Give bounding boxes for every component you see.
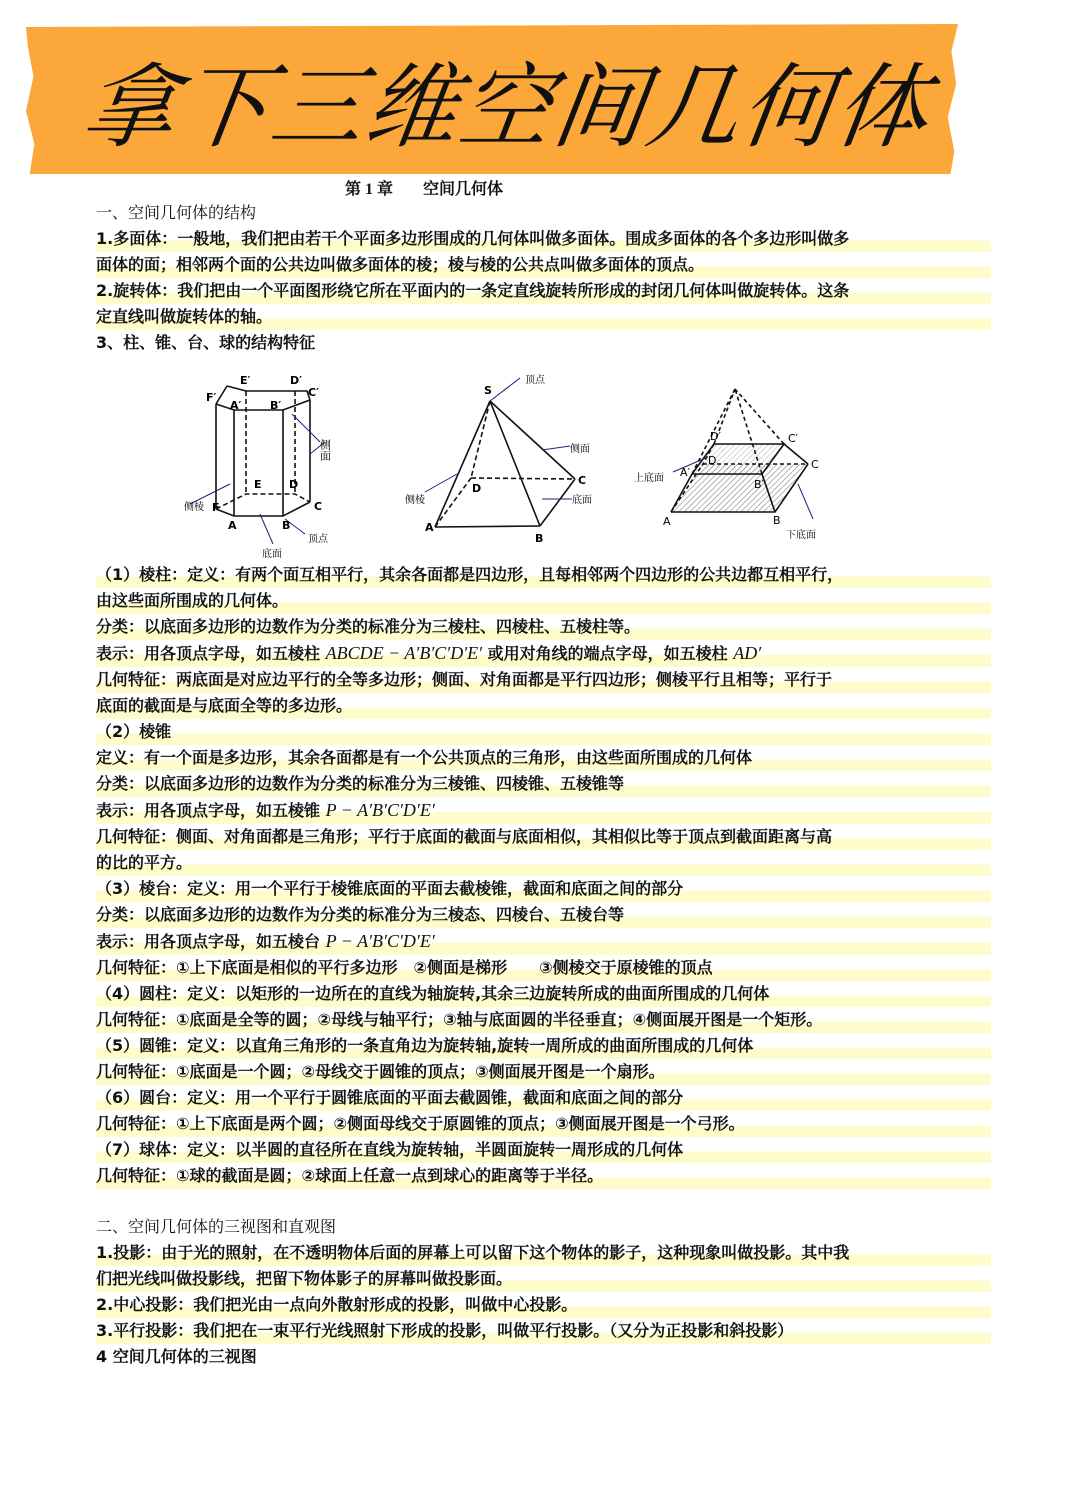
- chapter-number: 第 1 章: [345, 181, 394, 198]
- solid-of-revolution-line2: 定直线叫做旋转体的轴。: [96, 304, 991, 330]
- sphere-feature: 几何特征：①球的截面是圆；②球面上任意一点到球心的距离等于半径。: [96, 1163, 991, 1189]
- svg-text:D′: D′: [710, 430, 721, 443]
- svg-text:C′: C′: [788, 432, 799, 445]
- three-views-heading: 4 空间几何体的三视图: [96, 1347, 257, 1366]
- svg-text:F′: F′: [206, 391, 217, 404]
- sphere-def: （7）球体：定义：以半圆的直径所在直线为旋转轴，半圆面旋转一周形成的几何体: [96, 1137, 991, 1163]
- svg-text:侧棱: 侧棱: [405, 495, 425, 506]
- svg-text:A′: A′: [230, 399, 242, 412]
- prism-def-line1: （1）棱柱：定义：有两个面互相平行，其余各面都是四边形，且每相邻两个四边形的公共边都互相平行，: [96, 562, 991, 588]
- banner-char: 何: [734, 54, 844, 161]
- pyramid-formula: P − A′B′C′D′E′: [325, 800, 435, 820]
- svg-text:C: C: [578, 474, 587, 487]
- svg-text:侧面: 侧面: [570, 444, 590, 455]
- svg-text:顶点: 顶点: [525, 375, 545, 386]
- pyramid-classification: 分类：以底面多边形的边数作为分类的标准分为三棱锥、四棱锥、五棱锥等: [96, 771, 991, 797]
- section-heading: 一、空间几何体的结构: [96, 203, 257, 222]
- parallel-projection: 3.平行投影：我们把在一束平行光线照射下形成的投影，叫做平行投影。（又分为正投影和斜投影）: [96, 1318, 991, 1344]
- subsection-heading: 3、柱、锥、台、球的结构特征: [96, 333, 316, 352]
- svg-text:D: D: [708, 454, 717, 467]
- figures-row: [170, 364, 870, 564]
- frustum-feature: 几何特征：①上下底面是相似的平行多边形 ②侧面是梯形 ③侧棱交于原棱锥的顶点: [96, 955, 991, 981]
- banner-char: 空: [452, 54, 562, 161]
- banner-char: 下: [170, 54, 280, 161]
- svg-text:C: C: [811, 458, 819, 471]
- svg-text:C: C: [314, 500, 323, 513]
- svg-text:A: A: [228, 519, 237, 532]
- cylinder-feature: 几何特征：①底面是全等的圆；②母线与轴平行；③轴与底面圆的半径垂直；④侧面展开图是一个矩形。: [96, 1007, 991, 1033]
- banner-char: 体: [828, 54, 938, 161]
- svg-text:B′: B′: [270, 399, 282, 412]
- svg-text:下底面: 下底面: [786, 530, 816, 541]
- section-projection: [96, 1214, 991, 1370]
- prism-feature-line2: 底面的截面是与底面全等的多边形。: [96, 693, 991, 719]
- prism-notation: 表示：用各顶点字母，如五棱柱 ABCDE − A′B′C′D′E′ 或用对角线的端点字母，如五棱柱 AD′: [96, 640, 991, 667]
- banner-char: 维: [358, 54, 468, 161]
- prism-def-line2: 由这些面所围成的几何体。: [96, 588, 991, 614]
- prism-formula: ABCDE − A′B′C′D′E′: [325, 643, 483, 663]
- frustum-def: （3）棱台：定义：用一个平行于棱锥底面的平面去截棱锥，截面和底面之间的部分: [96, 876, 991, 902]
- banner-char: 拿: [76, 54, 186, 161]
- section-structure: [96, 200, 991, 356]
- pyramid-notation: 表示：用各顶点字母，如五棱锥 P − A′B′C′D′E′: [96, 797, 991, 824]
- prism-diagonal-formula: AD′: [733, 643, 762, 663]
- svg-text:A: A: [425, 521, 434, 534]
- svg-text:D: D: [472, 482, 482, 495]
- central-projection: 2.中心投影：我们把光由一点向外散射形成的投影，叫做中心投影。: [96, 1292, 991, 1318]
- banner-char: 间: [546, 54, 656, 161]
- pyramid-heading: （2）棱锥: [96, 719, 991, 745]
- hexagonal-prism-figure: [170, 364, 360, 564]
- svg-text:底面: 底面: [572, 495, 592, 506]
- frustum-cone-def: （6）圆台：定义：用一个平行于圆锥底面的平面去截圆锥，截面和底面之间的部分: [96, 1085, 991, 1111]
- svg-text:侧棱: 侧棱: [184, 502, 204, 513]
- svg-text:B: B: [282, 519, 291, 532]
- banner-char: 三: [264, 54, 374, 161]
- prism-classification: 分类：以底面多边形的边数作为分类的标准分为三棱柱、四棱柱、五棱柱等。: [96, 614, 991, 640]
- svg-text:S: S: [484, 384, 492, 397]
- projection-def-line1: 1.投影：由于光的照射，在不透明物体后面的屏幕上可以留下这个物体的影子，这种现象叫做投影。其中我: [96, 1240, 991, 1266]
- prism-feature-line1: 几何特征：两底面是对应边平行的全等多边形；侧面、对角面都是平行四边形；侧棱平行且相等；平行于: [96, 667, 991, 693]
- polyhedron-def-line2: 面体的面；相邻两个面的公共边叫做多面体的棱；棱与棱的公共点叫做多面体的顶点。: [96, 252, 991, 278]
- pyramid-figure: [400, 364, 620, 564]
- pyramid-feature-line1: 几何特征：侧面、对角面都是三角形；平行于底面的截面与底面相似，其相似比等于顶点到截面距离与高: [96, 824, 991, 850]
- svg-text:上底面: 上底面: [634, 473, 664, 484]
- svg-text:底面: 底面: [262, 549, 282, 560]
- svg-text:B: B: [535, 532, 544, 545]
- chapter-title: 空间几何体: [423, 181, 504, 198]
- section2-heading: 二、空间几何体的三视图和直观图: [96, 1217, 337, 1236]
- label-E-prime: E′: [240, 374, 251, 387]
- chapter-heading: [345, 176, 503, 199]
- banner-char: 几: [640, 54, 750, 161]
- banner-title: [76, 40, 938, 161]
- svg-text:C′: C′: [308, 386, 319, 399]
- frustum-figure: [628, 364, 858, 564]
- svg-text:B: B: [773, 514, 781, 527]
- polyhedron-def-line1: 1.多面体：一般地，我们把由若干个平面多边形围成的几何体叫做多面体。围成多面体的各个多边形叫做多: [96, 226, 991, 252]
- frustum-classification: 分类：以底面多边形的边数作为分类的标准分为三棱态、四棱台、五棱台等: [96, 902, 991, 928]
- svg-text:A′: A′: [680, 466, 691, 479]
- solid-of-revolution-line1: 2.旋转体：我们把由一个平面图形绕它所在平面内的一条定直线旋转所形成的封闭几何体叫做旋转体。这条: [96, 278, 991, 304]
- cylinder-def: （4）圆柱：定义：以矩形的一边所在的直线为轴旋转,其余三边旋转所成的曲面所围成的几何体: [96, 981, 991, 1007]
- svg-text:D: D: [289, 478, 299, 491]
- frustum-formula: P − A′B′C′D′E′: [325, 931, 435, 951]
- pyramid-def: 定义：有一个面是多边形，其余各面都是有一个公共顶点的三角形，由这些面所围成的几何体: [96, 745, 991, 771]
- projection-def-line2: 们把光线叫做投影线，把留下物体影子的屏幕叫做投影面。: [96, 1266, 991, 1292]
- svg-text:B′: B′: [754, 478, 765, 491]
- frustum-cone-feature: 几何特征：①上下底面是两个圆；②侧面母线交于原圆锥的顶点；③侧面展开图是一个弓形。: [96, 1111, 991, 1137]
- section-solids: [96, 562, 991, 1189]
- cone-feature: 几何特征：①底面是一个圆；②母线交于圆锥的顶点；③侧面展开图是一个扇形。: [96, 1059, 991, 1085]
- frustum-notation: 表示：用各顶点字母，如五棱台 P − A′B′C′D′E′: [96, 928, 991, 955]
- svg-text:F: F: [212, 501, 220, 514]
- cone-def: （5）圆锥：定义：以直角三角形的一条直角边为旋转轴,旋转一周所成的曲面所围成的几何体: [96, 1033, 991, 1059]
- svg-text:E: E: [254, 478, 262, 491]
- pyramid-feature-line2: 的比的平方。: [96, 850, 991, 876]
- label-D-prime: D′: [290, 374, 303, 387]
- svg-text:A: A: [663, 515, 671, 528]
- svg-text:侧面: 侧面: [318, 439, 332, 461]
- svg-text:顶点: 顶点: [308, 534, 328, 545]
